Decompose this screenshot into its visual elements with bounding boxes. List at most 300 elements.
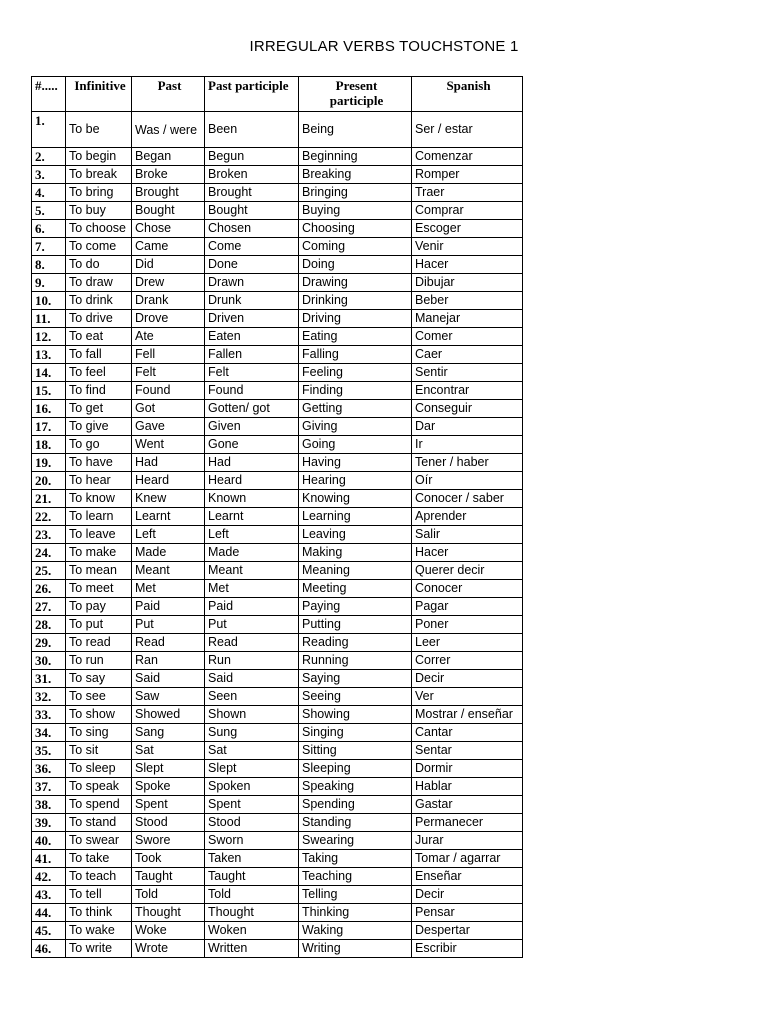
table-row [32,760,523,778]
verb-infinitive: To break [66,166,132,184]
verb-past: Told [132,886,205,904]
verb-spanish: Enseñar [412,868,523,886]
verb-past: Went [132,436,205,454]
verb-present-participle: Going [299,436,412,454]
verb-past: Drew [132,274,205,292]
verb-present-participle: Giving [299,418,412,436]
verb-past-participle: Come [205,238,299,256]
verb-number: 31. [32,670,66,688]
verb-present-participle: Breaking [299,166,412,184]
verb-past-participle: Spent [205,796,299,814]
verb-past: Meant [132,562,205,580]
verb-present-participle: Driving [299,310,412,328]
verb-past-participle: Known [205,490,299,508]
verb-present-participle: Reading [299,634,412,652]
verb-present-participle: Doing [299,256,412,274]
verb-past: Took [132,850,205,868]
table-row [32,778,523,796]
verb-number: 2. [32,148,66,166]
verb-present-participle: Feeling [299,364,412,382]
verb-past: Spoke [132,778,205,796]
table-row [32,688,523,706]
header-spanish: Spanish [412,77,523,112]
verb-infinitive: To run [66,652,132,670]
verb-past: Came [132,238,205,256]
table-row [32,418,523,436]
verb-spanish: Conocer / saber [412,490,523,508]
verb-present-participle: Finding [299,382,412,400]
table-row [32,616,523,634]
table-row [32,670,523,688]
verb-spanish: Sentir [412,364,523,382]
verb-past-participle: Felt [205,364,299,382]
header-infinitive: Infinitive [66,77,132,112]
verb-past-participle: Broken [205,166,299,184]
verb-infinitive: To stand [66,814,132,832]
table-row [32,274,523,292]
verb-past: Put [132,616,205,634]
verb-past-participle: Given [205,418,299,436]
verb-past: Heard [132,472,205,490]
verb-spanish: Dormir [412,760,523,778]
table-row [32,328,523,346]
table-row [32,202,523,220]
verb-past: Paid [132,598,205,616]
verb-infinitive: To make [66,544,132,562]
verb-past-participle: Had [205,454,299,472]
table-row [32,220,523,238]
verb-past-participle: Gotten/ got [205,400,299,418]
verb-present-participle: Making [299,544,412,562]
verb-past: Ran [132,652,205,670]
verb-infinitive: To write [66,940,132,958]
verb-past: Began [132,148,205,166]
verb-infinitive: To put [66,616,132,634]
verb-past-participle: Bought [205,202,299,220]
verb-present-participle: Speaking [299,778,412,796]
verb-present-participle: Being [299,112,412,148]
verb-past-participle: Driven [205,310,299,328]
verb-spanish: Conseguir [412,400,523,418]
verb-infinitive: To see [66,688,132,706]
verb-spanish: Comer [412,328,523,346]
table-row [32,562,523,580]
verb-infinitive: To find [66,382,132,400]
verb-number: 46. [32,940,66,958]
table-body [32,112,523,958]
table-row [32,112,523,148]
table-row [32,850,523,868]
verb-present-participle: Sitting [299,742,412,760]
verb-past-participle: Brought [205,184,299,202]
verb-infinitive: To fall [66,346,132,364]
verb-past-participle: Left [205,526,299,544]
verb-past-participle: Sung [205,724,299,742]
header-present-participle-line2: participle [329,93,384,108]
verb-spanish: Beber [412,292,523,310]
verb-present-participle: Telling [299,886,412,904]
verb-spanish: Conocer [412,580,523,598]
verb-present-participle: Falling [299,346,412,364]
verb-past-participle: Written [205,940,299,958]
verb-number: 36. [32,760,66,778]
verb-infinitive: To mean [66,562,132,580]
table-row [32,400,523,418]
table-row [32,598,523,616]
verb-past-participle: Made [205,544,299,562]
verb-spanish: Permanecer [412,814,523,832]
verb-past-participle: Seen [205,688,299,706]
verb-past: Stood [132,814,205,832]
verb-present-participle: Waking [299,922,412,940]
verb-present-participle: Taking [299,850,412,868]
verb-spanish: Leer [412,634,523,652]
verb-infinitive: To come [66,238,132,256]
table-row [32,148,523,166]
verb-past: Thought [132,904,205,922]
verb-infinitive: To learn [66,508,132,526]
header-past: Past [132,77,205,112]
table-row [32,940,523,958]
verb-past-participle: Woken [205,922,299,940]
verb-infinitive: To begin [66,148,132,166]
verb-past: Drove [132,310,205,328]
table-row [32,814,523,832]
verb-number: 11. [32,310,66,328]
verb-past-participle: Gone [205,436,299,454]
table-row [32,292,523,310]
verb-past-participle: Eaten [205,328,299,346]
verb-spanish: Ver [412,688,523,706]
verb-present-participle: Showing [299,706,412,724]
verb-past-participle: Sworn [205,832,299,850]
verb-number: 6. [32,220,66,238]
verb-number: 40. [32,832,66,850]
verb-present-participle: Singing [299,724,412,742]
table-row [32,310,523,328]
verb-spanish: Encontrar [412,382,523,400]
header-number: #..... [32,77,66,112]
verb-present-participle: Coming [299,238,412,256]
verb-number: 38. [32,796,66,814]
verb-spanish: Escribir [412,940,523,958]
verb-number: 33. [32,706,66,724]
header-row [32,77,523,112]
verb-present-participle: Sleeping [299,760,412,778]
verb-number: 17. [32,418,66,436]
verb-past-participle: Stood [205,814,299,832]
verb-number: 43. [32,886,66,904]
verb-past: Brought [132,184,205,202]
verb-number: 21. [32,490,66,508]
verb-present-participle: Running [299,652,412,670]
verb-spanish: Pagar [412,598,523,616]
verb-past: Taught [132,868,205,886]
table-row [32,256,523,274]
verb-number: 22. [32,508,66,526]
irregular-verbs-table [31,76,523,958]
verb-past: Fell [132,346,205,364]
verb-infinitive: To spend [66,796,132,814]
verb-past: Sang [132,724,205,742]
verb-infinitive: To teach [66,868,132,886]
verb-number: 7. [32,238,66,256]
verb-number: 15. [32,382,66,400]
verb-spanish: Decir [412,670,523,688]
verb-present-participle: Leaving [299,526,412,544]
verb-spanish: Ir [412,436,523,454]
verb-past-participle: Taught [205,868,299,886]
verb-present-participle: Having [299,454,412,472]
verb-infinitive: To bring [66,184,132,202]
verb-present-participle: Seeing [299,688,412,706]
verb-infinitive: To sit [66,742,132,760]
verb-spanish: Querer decir [412,562,523,580]
verb-past-participle: Thought [205,904,299,922]
verb-spanish: Caer [412,346,523,364]
verb-past: Knew [132,490,205,508]
table-row [32,472,523,490]
verb-present-participle: Paying [299,598,412,616]
verb-number: 26. [32,580,66,598]
verb-number: 24. [32,544,66,562]
verb-present-participle: Thinking [299,904,412,922]
table-row [32,652,523,670]
verb-past: Learnt [132,508,205,526]
verb-past: Did [132,256,205,274]
verb-past-participle: Heard [205,472,299,490]
verb-present-participle: Buying [299,202,412,220]
table-header [32,77,523,112]
verb-infinitive: To drive [66,310,132,328]
table-row [32,742,523,760]
verb-number: 29. [32,634,66,652]
verb-number: 3. [32,166,66,184]
verb-past: Ate [132,328,205,346]
verb-number: 16. [32,400,66,418]
verb-spanish: Traer [412,184,523,202]
verb-past: Got [132,400,205,418]
verb-present-participle: Putting [299,616,412,634]
verb-past: Was / were [132,112,205,148]
verb-infinitive: To sleep [66,760,132,778]
verb-past: Sat [132,742,205,760]
table-row [32,490,523,508]
verb-infinitive: To tell [66,886,132,904]
verb-present-participle: Beginning [299,148,412,166]
verb-infinitive: To know [66,490,132,508]
verb-past-participle: Said [205,670,299,688]
verb-infinitive: To eat [66,328,132,346]
verb-spanish: Hacer [412,544,523,562]
document-title: IRREGULAR VERBS TOUCHSTONE 1 [249,38,519,55]
verb-number: 8. [32,256,66,274]
verb-infinitive: To give [66,418,132,436]
table-row [32,580,523,598]
table-row [32,886,523,904]
verb-infinitive: To be [66,112,132,148]
verb-infinitive: To do [66,256,132,274]
verb-spanish: Ser / estar [412,112,523,148]
table-row [32,634,523,652]
verb-number: 42. [32,868,66,886]
verb-infinitive: To show [66,706,132,724]
verb-infinitive: To get [66,400,132,418]
verb-past-participle: Spoken [205,778,299,796]
verb-past-participle: Told [205,886,299,904]
verb-past: Wrote [132,940,205,958]
verb-spanish: Tener / haber [412,454,523,472]
verb-past: Chose [132,220,205,238]
verb-infinitive: To think [66,904,132,922]
verb-infinitive: To sing [66,724,132,742]
verb-infinitive: To have [66,454,132,472]
verb-present-participle: Knowing [299,490,412,508]
verb-past-participle: Paid [205,598,299,616]
verb-present-participle: Drawing [299,274,412,292]
header-present-participle [299,77,412,112]
verb-present-participle: Drinking [299,292,412,310]
verb-infinitive: To draw [66,274,132,292]
verb-number: 41. [32,850,66,868]
verb-number: 9. [32,274,66,292]
verb-number: 35. [32,742,66,760]
verb-present-participle: Swearing [299,832,412,850]
table-row [32,364,523,382]
table-row [32,184,523,202]
table-row [32,544,523,562]
verb-past-participle: Slept [205,760,299,778]
verb-past: Swore [132,832,205,850]
verb-past-participle: Been [205,112,299,148]
verb-infinitive: To go [66,436,132,454]
verb-present-participle: Meeting [299,580,412,598]
verb-past-participle: Begun [205,148,299,166]
verb-past: Slept [132,760,205,778]
table-row [32,526,523,544]
verb-past-participle: Taken [205,850,299,868]
verb-number: 32. [32,688,66,706]
verb-present-participle: Teaching [299,868,412,886]
verb-infinitive: To read [66,634,132,652]
verb-spanish: Oír [412,472,523,490]
verb-past-participle: Put [205,616,299,634]
verb-spanish: Salir [412,526,523,544]
verb-present-participle: Learning [299,508,412,526]
verb-number: 28. [32,616,66,634]
verb-spanish: Aprender [412,508,523,526]
verb-past: Woke [132,922,205,940]
table-row [32,346,523,364]
verb-infinitive: To wake [66,922,132,940]
verb-infinitive: To take [66,850,132,868]
verb-number: 10. [32,292,66,310]
verb-past: Felt [132,364,205,382]
verb-present-participle: Standing [299,814,412,832]
verb-infinitive: To choose [66,220,132,238]
verb-spanish: Poner [412,616,523,634]
verb-infinitive: To leave [66,526,132,544]
verb-number: 27. [32,598,66,616]
verb-spanish: Gastar [412,796,523,814]
verb-number: 18. [32,436,66,454]
verb-past-participle: Shown [205,706,299,724]
verb-spanish: Cantar [412,724,523,742]
verb-past: Met [132,580,205,598]
verb-number: 1. [32,112,66,148]
verb-spanish: Mostrar / enseñar [412,706,523,724]
verb-number: 25. [32,562,66,580]
table-row [32,382,523,400]
verb-spanish: Romper [412,166,523,184]
verb-past: Broke [132,166,205,184]
verb-spanish: Jurar [412,832,523,850]
verb-present-participle: Meaning [299,562,412,580]
verb-number: 34. [32,724,66,742]
verb-past: Left [132,526,205,544]
verb-spanish: Decir [412,886,523,904]
verb-past-participle: Done [205,256,299,274]
verb-infinitive: To meet [66,580,132,598]
verb-infinitive: To speak [66,778,132,796]
verb-number: 19. [32,454,66,472]
verb-spanish: Venir [412,238,523,256]
verb-past: Found [132,382,205,400]
table-row [32,706,523,724]
verb-present-participle: Choosing [299,220,412,238]
verb-spanish: Manejar [412,310,523,328]
verb-number: 30. [32,652,66,670]
verb-spanish: Escoger [412,220,523,238]
verb-present-participle: Spending [299,796,412,814]
verb-past-participle: Drunk [205,292,299,310]
verb-past-participle: Chosen [205,220,299,238]
verb-past: Spent [132,796,205,814]
verb-past: Showed [132,706,205,724]
verb-past: Drank [132,292,205,310]
verb-present-participle: Eating [299,328,412,346]
verb-spanish: Hacer [412,256,523,274]
verb-number: 45. [32,922,66,940]
verb-past-participle: Fallen [205,346,299,364]
table-row [32,166,523,184]
verb-past: Said [132,670,205,688]
verb-past-participle: Drawn [205,274,299,292]
verb-spanish: Sentar [412,742,523,760]
verb-present-participle: Getting [299,400,412,418]
verb-number: 13. [32,346,66,364]
table-row [32,904,523,922]
verb-spanish: Comenzar [412,148,523,166]
verb-past: Made [132,544,205,562]
verb-number: 37. [32,778,66,796]
table-row [32,724,523,742]
verb-spanish: Pensar [412,904,523,922]
verb-number: 39. [32,814,66,832]
verb-past-participle: Run [205,652,299,670]
verb-spanish: Dar [412,418,523,436]
verb-spanish: Dibujar [412,274,523,292]
table-row [32,832,523,850]
verb-present-participle: Saying [299,670,412,688]
verb-infinitive: To buy [66,202,132,220]
verb-spanish: Comprar [412,202,523,220]
table-row [32,796,523,814]
verb-past: Had [132,454,205,472]
verb-infinitive: To swear [66,832,132,850]
verb-infinitive: To say [66,670,132,688]
header-present-participle-line1: Present [335,78,378,93]
